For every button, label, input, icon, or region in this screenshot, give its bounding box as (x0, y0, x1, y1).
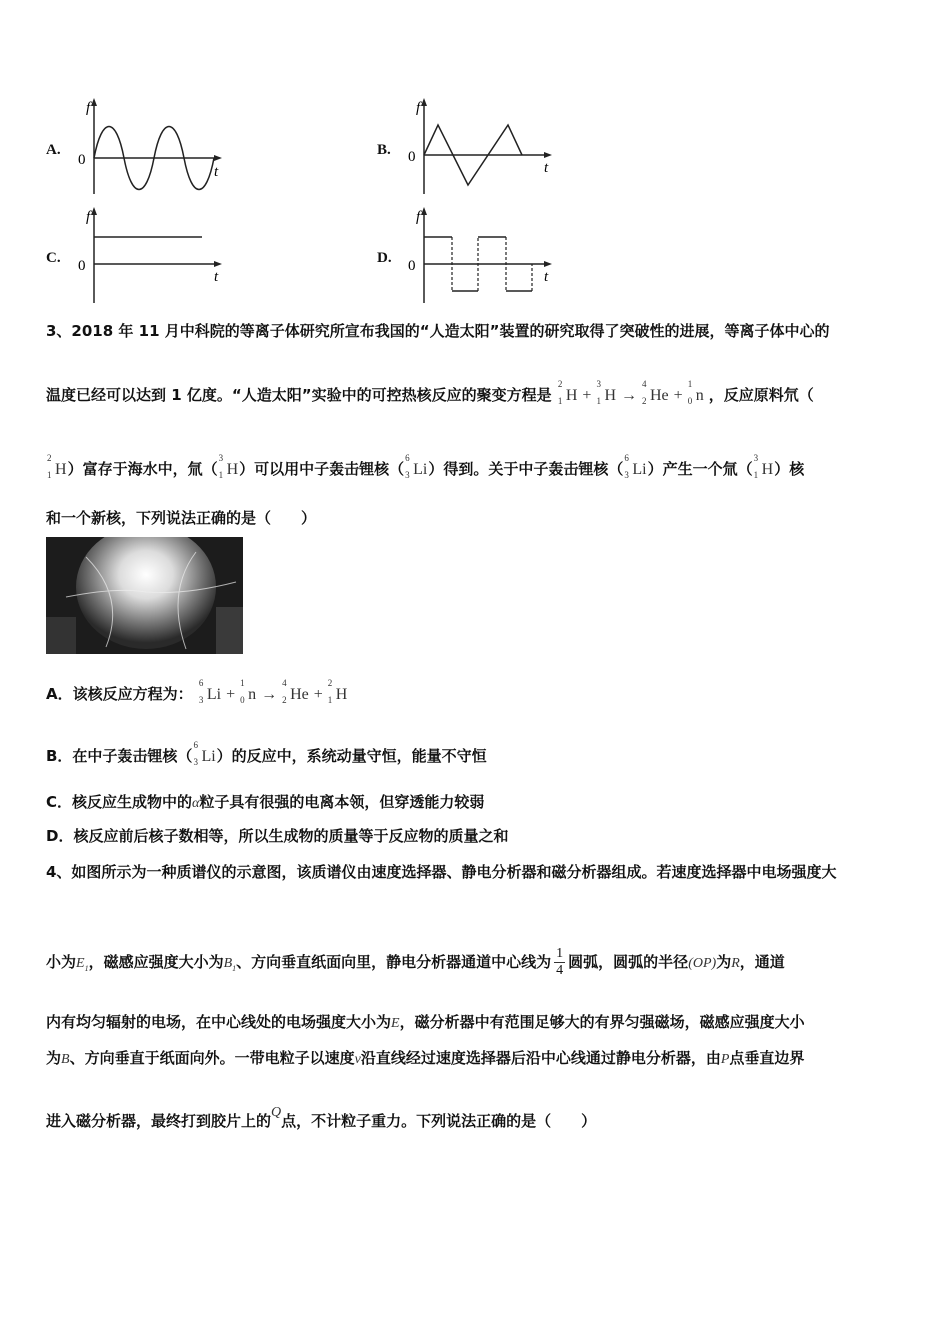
graph-d-origin: 0 (408, 258, 416, 274)
graph-c (68, 207, 228, 307)
q3-option-d: D．核反应前后核子数相等，所以生成物的质量等于反应物的质量之和 (46, 827, 509, 845)
graph-b-x-label: t (544, 160, 549, 176)
graph-c-y-label: f (86, 209, 91, 225)
graph-a (68, 98, 228, 198)
q4-line-1: 4、如图所示为一种质谱仪的示意图，该质谱仪由速度选择器、静电分析器和磁分析器组成。若速度选择器中电场强度大 (46, 863, 837, 881)
option-b-label: B. (377, 142, 391, 158)
q3-option-c: C．核反应生成物中的α粒子具有很强的电离本领，但穿透能力较弱 (46, 793, 485, 811)
q3-line-2: 温度已经可以达到 1 亿度。“人造太阳”实验中的可控热核反应的聚变方程是 2 1 H + 3 1 H → 4 2 He + 1 0 n ，反应原料氘（ (46, 379, 814, 406)
q4-line-2: 小为$E_1$，磁感应强度大小为$B_1$、方向垂直纸面向里，静电分析器通道中心线为 $\frac{1}{4}$ 圆弧，圆弧的半径(OP)为R，通道 (46, 946, 785, 978)
graph-b-y-label: f (416, 100, 421, 116)
q3-option-b: B．在中子轰击锂核（ 6 3 Li）的反应中，系统动量守恒，能量不守恒 (46, 740, 487, 767)
q4-line-5: 进入磁分析器，最终打到胶片上的Q点，不计粒子重力。下列说法正确的是（ ） (46, 1105, 597, 1130)
q3-line-1: 3、2018 年 11 月中科院的等离子体研究所宣布我国的“人造太阳”装置的研究取得了突破性的进展，等离子体中心的 (46, 322, 830, 340)
graph-d-x-label: t (544, 269, 549, 285)
graph-a-origin: 0 (78, 152, 86, 168)
q3-line-3: 2 1 H）富存于海水中，氚（ 3 1 H）可以用中子轰击锂核（ 6 3 Li）得到。关于中子轰击锂核（ 6 3 Li）产生一个氚（ 3 1 H）核 (47, 453, 805, 480)
q3-option-a: A．该核反应方程为： 6 3 Li + 1 0 n → 4 2 He + 2 1 H (46, 678, 348, 705)
option-a-label: A. (46, 142, 61, 158)
plasma-photo (46, 537, 243, 654)
quarter-fraction: $\frac{1}{4}$ (556, 946, 564, 978)
graph-a-y-label: f (86, 100, 91, 116)
graph-b (398, 98, 558, 198)
q3-line-4: 和一个新核，下列说法正确的是（ ） (46, 509, 317, 527)
graph-d-y-label: f (416, 209, 421, 225)
q4-line-3: 内有均匀辐射的电场，在中心线处的电场强度大小为E，磁分析器中有范围足够大的有界匀强磁场，磁感应强度大小 (46, 1013, 805, 1031)
fusion-equation: 2 1 H + 3 1 H → 4 2 He + 1 0 n (557, 379, 704, 406)
graph-c-x-label: t (214, 269, 219, 285)
q4-line-4: 为B、方向垂直于纸面向外。一带电粒子以速度v沿直线经过速度选择器后沿中心线通过静电分析器，由P点垂直边界 (46, 1049, 805, 1067)
graph-a-x-label: t (214, 164, 219, 180)
graph-b-origin: 0 (408, 149, 416, 165)
graph-d (398, 207, 558, 307)
option-c-label: C. (46, 250, 61, 266)
graph-c-origin: 0 (78, 258, 86, 274)
option-d-label: D. (377, 250, 392, 266)
